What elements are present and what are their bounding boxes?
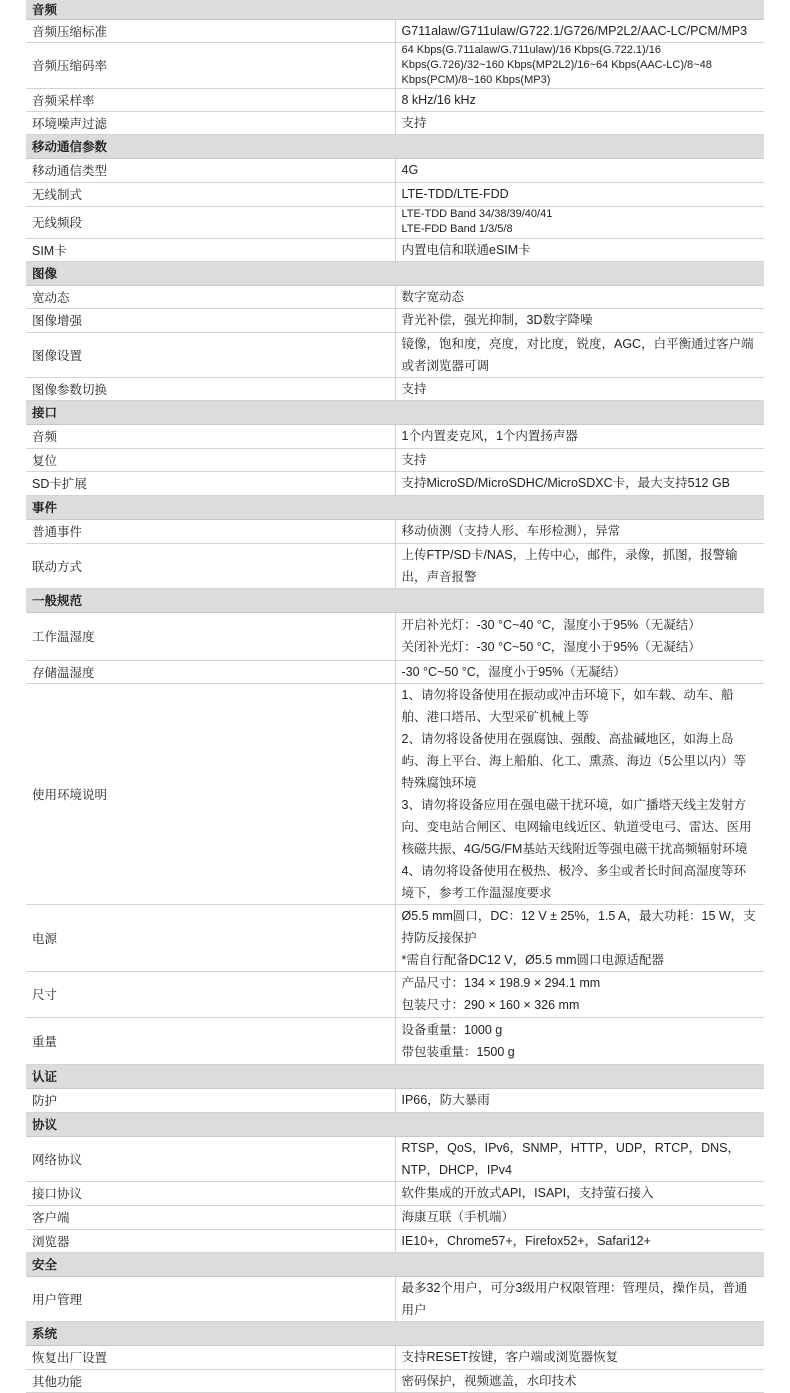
spec-value (395, 111, 764, 134)
spec-value-line: LTE-TDD Band 34/38/39/40/41 (401, 208, 553, 220)
spec-row (26, 377, 764, 400)
section-header (26, 400, 764, 424)
spec-value (395, 471, 764, 495)
spec-label: 音频压缩标准 (26, 19, 395, 42)
spec-value-line: G711alaw/G711ulaw/G722.1/G726/MP2L2/AAC-LC/PCM/MP3 (401, 23, 748, 38)
spec-value (395, 206, 764, 238)
spec-value-line: 8 kHz/16 kHz (401, 92, 476, 107)
spec-value (395, 660, 764, 683)
spec-value-line: 支持 (401, 381, 427, 396)
spec-value-line: 上传FTP/SD卡/NAS，上传中心，邮件，录像，抓图，报警输出，声音报警 (401, 547, 738, 584)
spec-value-line: 关闭补光灯：-30 °C~50 °C，湿度小于95%（无凝结） (401, 640, 701, 654)
spec-value-line: 1个内置麦克风，1个内置扬声器 (401, 429, 578, 443)
spec-value (395, 332, 764, 377)
spec-row (26, 424, 764, 448)
spec-value (395, 904, 764, 971)
section-title: 安全 (26, 1252, 764, 1276)
spec-value-line: 开启补光灯：-30 °C~40 °C，湿度小于95%（无凝结） (401, 618, 701, 632)
spec-value (395, 42, 764, 88)
spec-value (395, 424, 764, 448)
section-header (26, 495, 764, 519)
spec-row (26, 683, 764, 904)
spec-label: 图像设置 (26, 332, 395, 377)
spec-value (395, 1345, 764, 1369)
spec-row (26, 1369, 764, 1392)
spec-row (26, 519, 764, 543)
spec-row (26, 1205, 764, 1229)
spec-value-line: IP66，防大暴雨 (401, 1093, 490, 1107)
spec-value (395, 1181, 764, 1205)
section-header (26, 134, 764, 158)
spec-value-line: 2、请勿将设备使用在强腐蚀、强酸、高盐碱地区，如海上岛屿、海上平台、海上船舶、化工、熏蒸、海边（5公里以内）等特殊腐蚀环境 (401, 731, 746, 790)
spec-value (395, 1369, 764, 1392)
spec-row (26, 182, 764, 206)
section-title: 音频 (26, 0, 764, 19)
spec-label: 音频 (26, 424, 395, 448)
spec-value (395, 19, 764, 42)
spec-value (395, 1229, 764, 1252)
spec-row (26, 285, 764, 308)
section-header (26, 588, 764, 612)
spec-value-line: Ø5.5 mm圆口，DC：12 V ± 25%，1.5 A，最大功耗：15 W，支持防反接保护 (401, 908, 756, 945)
spec-value-line: 支持 (401, 452, 427, 467)
spec-label: 音频压缩码率 (26, 42, 395, 88)
spec-row (26, 471, 764, 495)
spec-row (26, 448, 764, 471)
spec-value-line: 64 Kbps(G.711alaw/G.711ulaw)/16 Kbps(G.722.1)/16 Kbps(G.726)/32~160 Kbps(MP2L2)/16~64 Kbps(AAC-LC)/8~48 Kbps(PCM)/8~160 Kbps(MP3) (401, 43, 712, 86)
spec-value-line: 内置电信和联通eSIM卡 (401, 242, 531, 257)
spec-row (26, 1229, 764, 1252)
spec-value-line: 数字宽动态 (401, 289, 465, 304)
spec-value (395, 285, 764, 308)
spec-value-line: 海康互联（手机端） (401, 1210, 515, 1224)
spec-row (26, 158, 764, 182)
spec-label: 复位 (26, 448, 395, 471)
spec-value (395, 683, 764, 904)
section-header (26, 1064, 764, 1088)
spec-value-line: *需自行配备DC12 V，Ø5.5 mm圆口电源适配器 (401, 952, 665, 967)
spec-value-line: 4G (401, 163, 419, 177)
spec-row (26, 19, 764, 42)
spec-row (26, 88, 764, 111)
spec-label: 移动通信类型 (26, 158, 395, 182)
spec-label: 无线制式 (26, 182, 395, 206)
spec-row (26, 1088, 764, 1112)
spec-value-line: 移动侦测（支持人形、车形检测），异常 (401, 524, 621, 538)
spec-value (395, 1205, 764, 1229)
section-title: 接口 (26, 400, 764, 424)
spec-value-line: 背光补偿，强光抑制，3D数字降噪 (401, 313, 593, 327)
spec-label: 防护 (26, 1088, 395, 1112)
spec-label: 环境噪声过滤 (26, 111, 395, 134)
spec-value-line: IE10+，Chrome57+，Firefox52+，Safari12+ (401, 1233, 651, 1248)
spec-value-line: 支持MicroSD/MicroSDHC/MicroSDXC卡，最大支持512 GB (401, 476, 731, 490)
spec-value-line: 密码保护，视频遮盖，水印技术 (401, 1373, 577, 1388)
spec-row (26, 1345, 764, 1369)
spec-row (26, 206, 764, 238)
spec-value-line: 3、请勿将设备应用在强电磁干扰环境，如广播塔天线主发射方向、变电站合闸区、电网输电线近区、轨道受电弓、雷达、医用核磁共振、4G/5G/FM基站天线附近等强电磁干扰高频辐射环境 (401, 797, 752, 856)
spec-row (26, 308, 764, 332)
spec-row (26, 612, 764, 660)
spec-label: 用户管理 (26, 1276, 395, 1321)
section-header (26, 1321, 764, 1345)
spec-table (26, 0, 764, 1393)
spec-value (395, 377, 764, 400)
section-title: 移动通信参数 (26, 134, 764, 158)
spec-value-line: 镜像，饱和度，亮度，对比度，锐度，AGC，白平衡通过客户端或者浏览器可调 (401, 336, 754, 373)
spec-label: 电源 (26, 904, 395, 971)
spec-label: SIM卡 (26, 238, 395, 261)
spec-value-line: LTE-FDD Band 1/3/5/8 (401, 223, 513, 235)
spec-value-line: 支持 (401, 115, 427, 130)
section-header (26, 1252, 764, 1276)
spec-label: 使用环境说明 (26, 683, 395, 904)
section-title: 认证 (26, 1064, 764, 1088)
spec-value-line: 支持RESET按键，客户端或浏览器恢复 (401, 1350, 619, 1364)
spec-value (395, 88, 764, 111)
spec-label: 无线频段 (26, 206, 395, 238)
spec-row (26, 1181, 764, 1205)
spec-value (395, 1276, 764, 1321)
spec-row (26, 332, 764, 377)
spec-row (26, 1017, 764, 1064)
spec-label: 浏览器 (26, 1229, 395, 1252)
spec-value-line: 带包装重量：1500 g (401, 1044, 515, 1059)
spec-value (395, 182, 764, 206)
section-header (26, 1112, 764, 1136)
spec-value (395, 158, 764, 182)
section-title: 协议 (26, 1112, 764, 1136)
spec-row (26, 111, 764, 134)
spec-label: 尺寸 (26, 971, 395, 1017)
spec-value (395, 1017, 764, 1064)
spec-label: 普通事件 (26, 519, 395, 543)
spec-row (26, 238, 764, 261)
spec-value (395, 519, 764, 543)
spec-row (26, 543, 764, 588)
spec-value (395, 971, 764, 1017)
spec-value (395, 238, 764, 261)
spec-value-line: 1、请勿将设备使用在振动或冲击环境下，如车载、动车、船舶、港口塔吊、大型采矿机械上等 (401, 687, 734, 724)
spec-value (395, 543, 764, 588)
spec-row (26, 1136, 764, 1181)
spec-value-line: LTE-TDD/LTE-FDD (401, 187, 509, 201)
spec-label: 其他功能 (26, 1369, 395, 1392)
spec-row (26, 1276, 764, 1321)
spec-value-line: RTSP，QoS，IPv6，SNMP，HTTP，UDP，RTCP，DNS，NTP，DHCP，IPv4 (401, 1140, 740, 1177)
spec-label: SD卡扩展 (26, 471, 395, 495)
spec-row (26, 971, 764, 1017)
spec-label: 存储温湿度 (26, 660, 395, 683)
spec-value-line: 4、请勿将设备使用在极热、极冷、多尘或者长时间高湿度等环境下，参考工作温湿度要求 (401, 863, 746, 900)
spec-value-line: 产品尺寸：134 × 198.9 × 294.1 mm (401, 976, 601, 990)
section-title: 一般规范 (26, 588, 764, 612)
spec-label: 客户端 (26, 1205, 395, 1229)
spec-label: 图像增强 (26, 308, 395, 332)
spec-label: 联动方式 (26, 543, 395, 588)
spec-label: 恢复出厂设置 (26, 1345, 395, 1369)
spec-row (26, 42, 764, 88)
spec-row (26, 660, 764, 683)
spec-label: 图像参数切换 (26, 377, 395, 400)
spec-value (395, 612, 764, 660)
spec-label: 工作温湿度 (26, 612, 395, 660)
section-title: 图像 (26, 261, 764, 285)
spec-label: 宽动态 (26, 285, 395, 308)
spec-value-line: 设备重量：1000 g (401, 1022, 503, 1037)
spec-value (395, 448, 764, 471)
section-header (26, 0, 764, 19)
spec-value (395, 1088, 764, 1112)
spec-label: 音频采样率 (26, 88, 395, 111)
spec-value (395, 308, 764, 332)
spec-value-line: -30 °C~50 °C，湿度小于95%（无凝结） (401, 664, 626, 679)
spec-label: 重量 (26, 1017, 395, 1064)
spec-label: 接口协议 (26, 1181, 395, 1205)
spec-value-line: 包装尺寸：290 × 160 × 326 mm (401, 998, 580, 1012)
spec-row (26, 904, 764, 971)
section-title: 事件 (26, 495, 764, 519)
section-title: 系统 (26, 1321, 764, 1345)
spec-label: 网络协议 (26, 1136, 395, 1181)
spec-value-line: 软件集成的开放式API，ISAPI，支持萤石接入 (401, 1186, 654, 1200)
section-header (26, 261, 764, 285)
spec-value-line: 最多32个用户，可分3级用户权限管理：管理员，操作员，普通用户 (401, 1280, 748, 1317)
spec-value (395, 1136, 764, 1181)
